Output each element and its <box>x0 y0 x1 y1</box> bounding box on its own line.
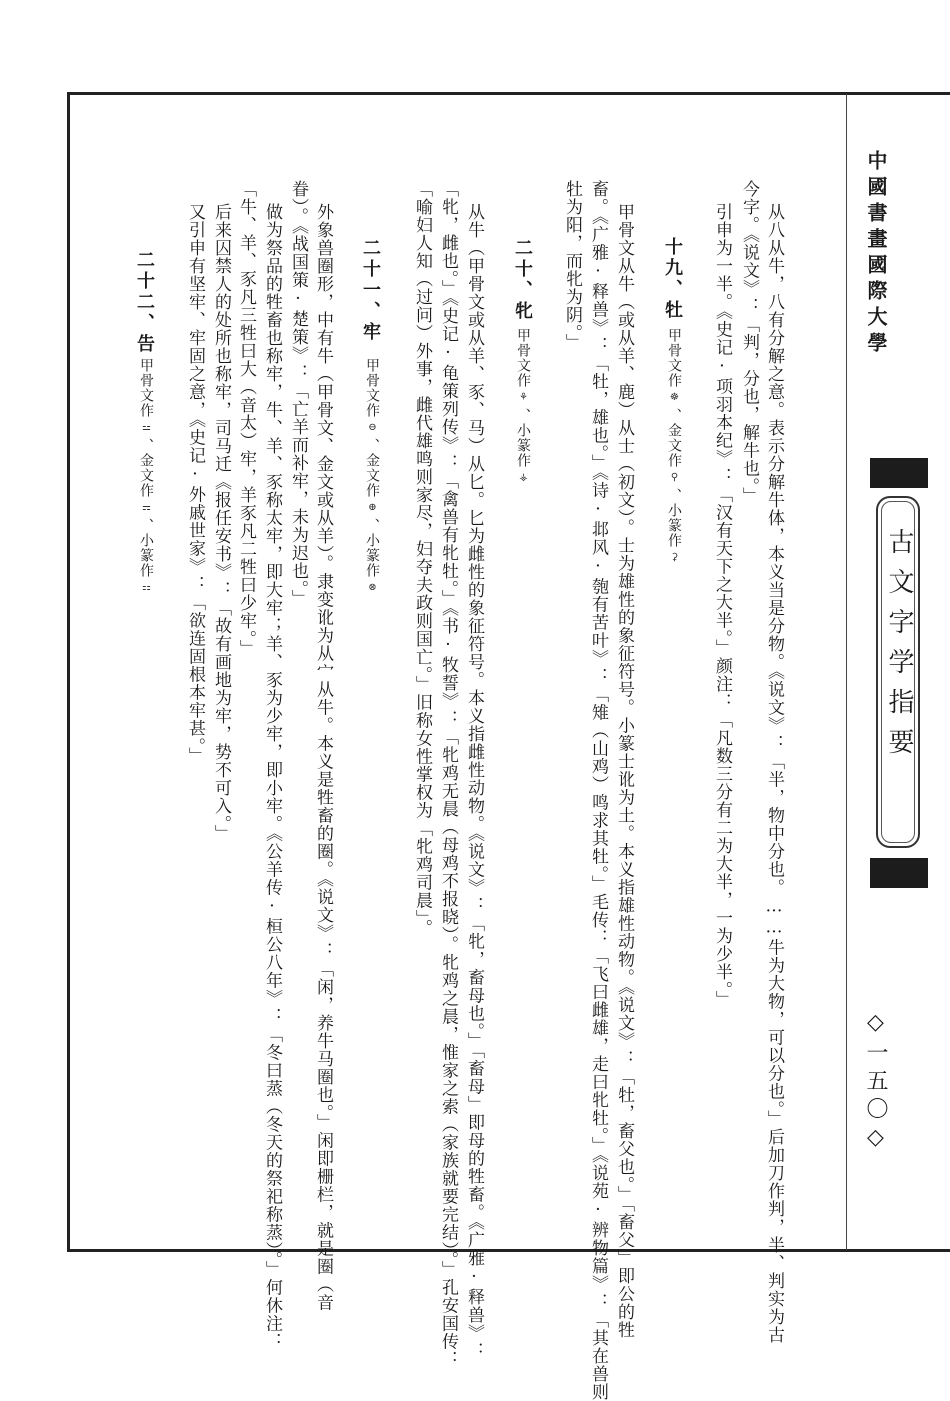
text-column: 后来囚禁人的处所也称牢，司马迁《报任安书》：「故有画地为牢，势不可入。」 <box>211 203 231 843</box>
text-column: 引申为一半。《史记·项羽本纪》：「汉有天下之大半。」颜注：「凡数三分有二为大半，一为少半。」 <box>712 203 732 1009</box>
bronze-glyph-icon: ⊕ <box>367 502 378 514</box>
text-column: 畜。《广雅·释兽》：「牡，雄也。」《诗·邶风·匏有苦叶》：「雉（山鸡）鸣求其牡。」毛传：「飞曰雌雄，走曰牝牡。」《说苑·辨物篇》：「其在兽则 <box>588 180 608 1401</box>
text-column: 外象兽圈形，中有牛（甲骨文、金文或从羊）。隶变讹为从宀从牛。本义是牲畜的圈。《说文》：「闲，养牛马圈也。」闲即栅栏，就是圈（音 <box>313 203 333 1312</box>
title-box-top-bar <box>870 458 928 488</box>
text-column: 从八从牛，八有分解之意。表示分解牛体，本义当是分物。《说文》：「半，物中分也。……牛为大物，可以分也。」后加刀作判，半、判实为古 <box>764 203 784 1344</box>
text-column: 「喻妇人知（过问）外事，雌代雄鸣则家尽，妇夺夫政则国亡。」旧称女性掌权为「牝鸡司晨」。 <box>412 180 432 937</box>
heading-21: 二十一、牢 <box>360 238 381 343</box>
page-number: ◇一五〇◇ <box>863 1010 888 1156</box>
side-divider <box>846 94 847 1250</box>
title-box-bottom-bar <box>870 858 928 888</box>
oracle-glyph-icon: ⊖ <box>367 422 378 434</box>
oracle-glyph-icon: ⚍ <box>141 422 152 434</box>
gloss-22: 甲骨文作⚍、金文作⚎、小篆作⚏ <box>138 358 154 594</box>
text-column: 做为祭品的牲畜也称牢，牛、羊、豕称太牢，即大牢；羊、豕为少牢，即小牢。《公羊传·桓公八年》：「冬曰蒸（冬天的祭祀称蒸）。」何休注： <box>262 203 282 1351</box>
gloss-21: 甲骨文作⊖、金文作⊕、小篆作⊗ <box>364 358 380 594</box>
gloss-20: 甲骨文作⚘、小篆作⚶ <box>515 328 531 484</box>
text-column: 又引申有坚牢、牢固之意，《史记·外戚世家》：「欲连固根本牢甚。」 <box>185 203 205 765</box>
bronze-glyph-icon: ⚲ <box>669 472 680 484</box>
oracle-glyph-icon: ⚘ <box>518 392 529 404</box>
heading-20: 二十、牝 <box>512 238 533 322</box>
book-title-box <box>870 458 928 888</box>
seal-glyph-icon: ⊗ <box>367 582 378 594</box>
gloss-19: 甲骨文作☸、金文作⚲、小篆作⚳ <box>666 328 682 564</box>
text-column: 「牝，雌也。」《史记·龟策列传》：「禽兽有牝牡。」《书·牧誓》：「牝鸡无晨（母鸡不报晓）。牝鸡之晨，惟家之索（家族就要完结）。」孔安国传： <box>438 180 458 1369</box>
heading-22: 二十二、告 <box>134 250 155 355</box>
seal-glyph-icon: ⚳ <box>669 552 680 564</box>
text-column: 牡为阳，而牝为阴。」 <box>562 180 582 352</box>
text-column: 从牛（甲骨文或从羊、豕、马）从匕。匕为雌性的象征符号。本义指雌性动物。《说文》：「牝，畜母也。」「畜母」即母的牲畜。《广雅·释兽》： <box>464 203 484 1360</box>
text-column: 眷）。《战国策·楚策》：「亡羊而补牢，未为迟也。」 <box>288 180 308 608</box>
seal-glyph-icon: ⚏ <box>141 582 152 594</box>
bronze-glyph-icon: ⚎ <box>141 502 152 514</box>
text-column: 今字。《说文》：「判，分也，解牛也。」 <box>739 180 759 505</box>
text-column: 「牛、羊、豕凡三牲曰大（音太）牢，羊豕凡二牲曰少牢。」 <box>236 180 256 658</box>
heading-19: 十九、牡 <box>662 237 683 321</box>
university-name: 中國書畫國際大學 <box>864 150 888 358</box>
text-column: 甲骨文从牛（或从羊、鹿）从士（初文）。士为雄性的象征符号。小篆士讹为土。本义指雄性动物。《说文》：「牡，畜父也。」「畜父」即公的牲 <box>614 203 634 1339</box>
oracle-glyph-icon: ☸ <box>669 392 680 404</box>
book-title: 古文字学指要 <box>884 528 914 768</box>
seal-glyph-icon: ⚶ <box>518 472 529 484</box>
